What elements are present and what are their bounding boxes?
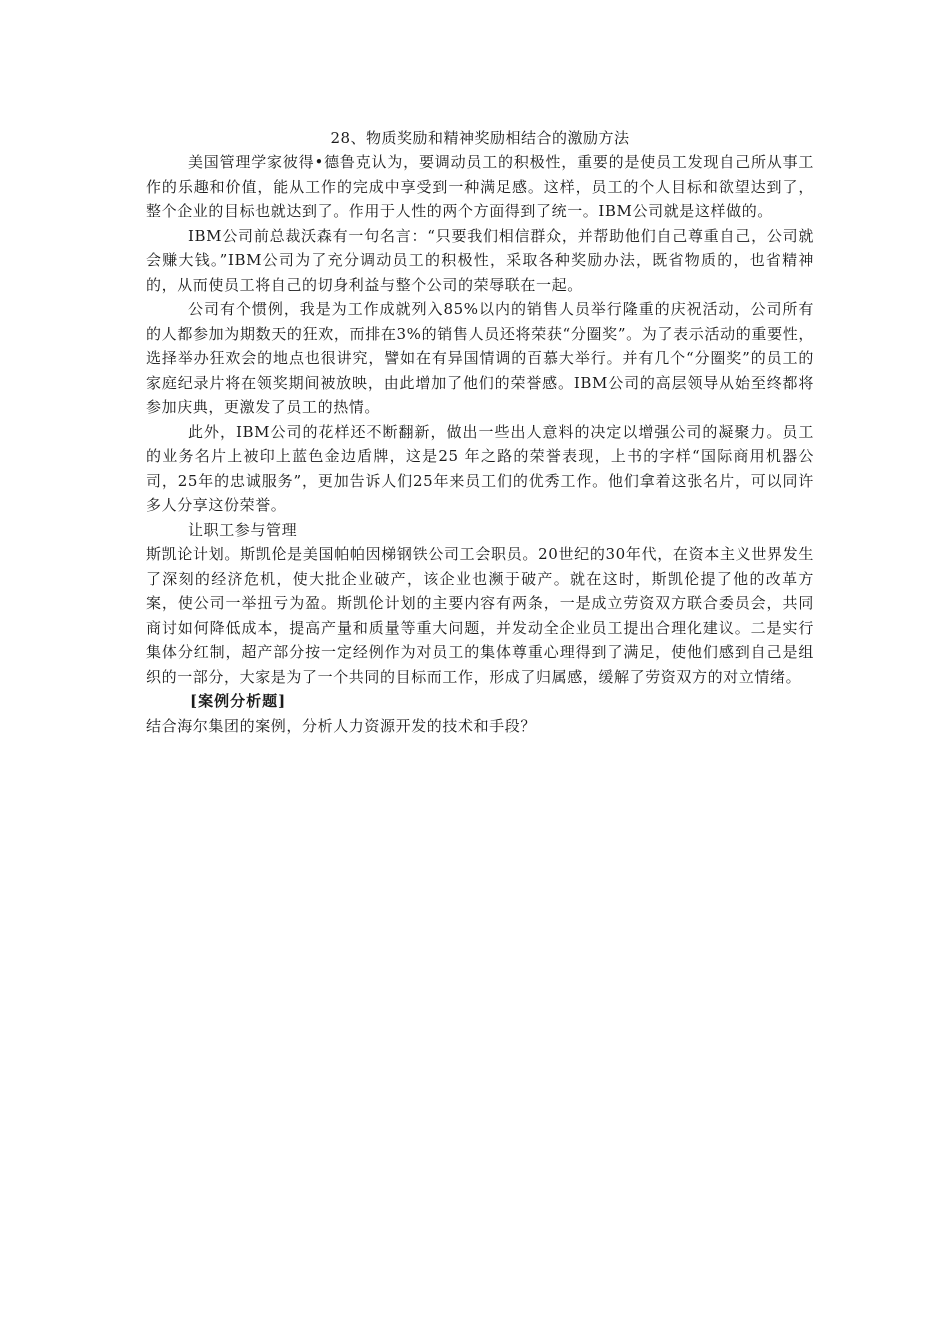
case-analysis-heading: [案例分析题] (190, 692, 287, 710)
section-title: 28、物质奖励和精神奖励相结合的激励方法 (330, 129, 630, 147)
paragraph-drucker: 美国管理学家彼得•德鲁克认为，要调动员工的积极性，重要的是使员工发现自己所从事工作的乐趣和价值，能从工作的完成中享受到一种满足感。这样，员工的个人目标和欲望达到了，整个企业的目标也就达到了。作用于人性的两个方面得到了统一。IBM公司就是这样做的。 (146, 153, 814, 220)
paragraph-scanlon-plan: 斯凯论计划。斯凯伦是美国帕帕因梯钢铁公司工会职员。20世纪的30年代，在资本主义世界发生了深刻的经济危机，使大批企业破产，该企业也濒于破产。就在这时，斯凯伦提了他的改革方案，使公司一举扭亏为盈。斯凯伦计划的主要内容有两条，一是成立劳资双方联合委员会，共同商讨如何降低成本，提高产量和质量等重大问题，并发动全企业员工提出合理化建议。二是实行集体分红制，超产部分按一定经例作为对员工的集体尊重心理得到了满足，使他们感到自己是组织的一部分，大家是为了一个共同的目标而工作，形成了归属感，缓解了劳资双方的对立情绪。 (146, 545, 814, 686)
paragraph-business-card: 此外，IBM公司的花样还不断翻新，做出一些出人意料的决定以增强公司的凝聚力。员工的业务名片上被印上蓝色金边盾牌，这是25 年之路的荣誉表现，上书的字样“国际商用机器公司，25年的忠诚服务”，更加告诉人们25年来员工们的优秀工作。他们拿着这张名片，可以同许多人分享这份荣誉。 (146, 422, 814, 514)
document-page (146, 126, 814, 738)
subheading-participation: 让职工参与管理 (188, 520, 298, 539)
paragraph-celebration: 公司有个惯例，我是为工作成就列入85%以内的销售人员举行隆重的庆祝活动，公司所有的人都参加为期数天的狂欢，而排在3%的销售人员还将荣获“分圈奖”。为了表示活动的重要性，选择举办狂欢会的地点也很讲究，譬如在有异国情调的百慕大举行。并有几个“分圈奖”的员工的家庭纪录片将在领奖期间被放映，由此增加了他们的荣誉感。IBM公司的高层领导从始至终都将参加庆典，更激发了员工的热情。 (146, 300, 814, 416)
case-question: 结合海尔集团的案例，分析人力资源开发的技术和手段？ (146, 716, 537, 735)
paragraph-watson: IBM公司前总裁沃森有一句名言：“只要我们相信群众，并帮助他们自己尊重自己，公司就会赚大钱。”IBM公司为了充分调动员工的积极性，采取各种奖励办法，既省物质的，也省精神的，从而使员工将自己的切身利益与整个公司的荣辱联在一起。 (146, 226, 814, 294)
